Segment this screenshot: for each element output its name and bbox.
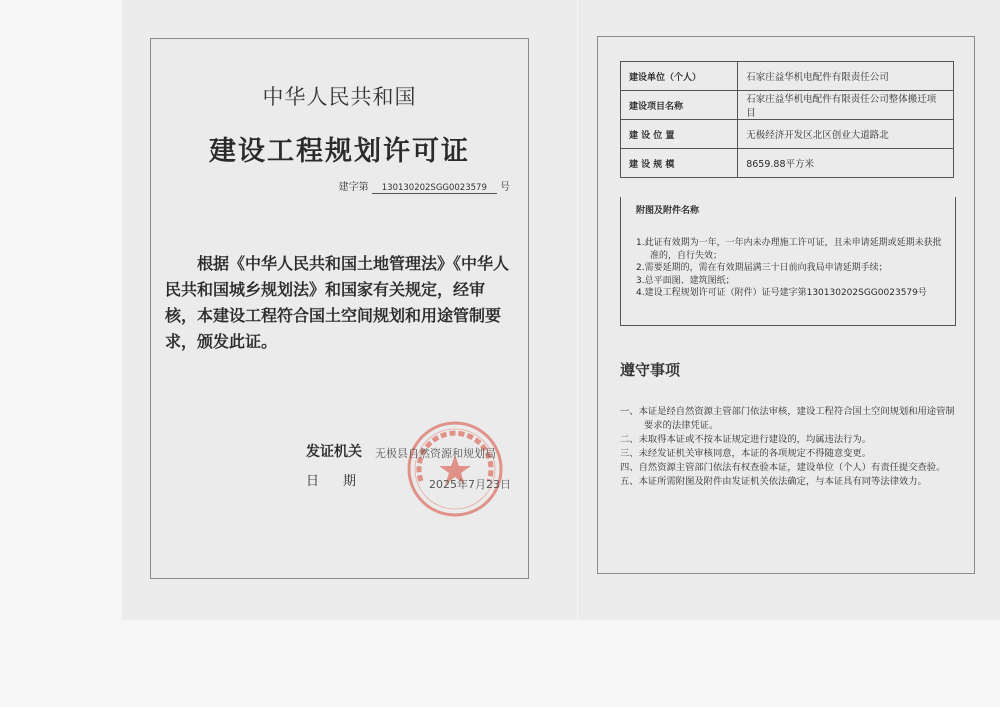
cert-number-value: 130130202SGG0023579 — [372, 183, 497, 194]
row-label: 建设项目名称 — [621, 91, 738, 120]
certificate-title: 建设工程规划许可证 — [209, 136, 470, 167]
list-item: 2.需要延期的，需在有效期届满三十日前向我局申请延期手续； — [636, 263, 888, 273]
row-label: 建 设 位 置 — [621, 120, 738, 149]
project-info-table — [620, 61, 954, 178]
annex-section — [620, 197, 956, 326]
cert-prefix: 建字第 — [338, 182, 369, 193]
observe-items — [620, 405, 960, 489]
certificate-number — [339, 178, 510, 194]
table-row — [621, 91, 954, 120]
row-value: 无极经济开发区北区创业大道路北 — [738, 120, 954, 149]
certificate-front — [150, 38, 529, 579]
list-item: 1.此证有效期为一年，一年内未办理施工许可证，且未申请延期或延期未获批准的，自行失效； — [636, 238, 942, 261]
list-item: 五、本证所需附图及附件由发证机关依法确定，与本证具有同等法律效力。 — [620, 476, 927, 487]
row-value: 石家庄益华机电配件有限责任公司 — [738, 62, 954, 91]
list-item: 四、自然资源主管部门依法有权查验本证，建设单位（个人）有责任提交查验。 — [620, 462, 946, 473]
country-name: 中华人民共和国 — [262, 85, 417, 109]
date-label: 日期 — [306, 474, 381, 489]
table-row — [621, 120, 954, 149]
list-item: 三、未经发证机关审核同意，本证的各项规定不得随意变更。 — [620, 448, 872, 459]
cert-suffix: 号 — [500, 182, 510, 193]
issuer-label: 发证机关 — [306, 444, 362, 460]
certificate-back — [597, 36, 975, 574]
row-value: 石家庄益华机电配件有限责任公司整体搬迁项目 — [738, 91, 954, 120]
certificate-body-text: 根据《中华人民共和国土地管理法》《中华人民共和国城乡规划法》和国家有关规定，经审核，本建设工程符合国土空间规划和用途管制要求，颁发此证。 — [165, 254, 510, 351]
list-item: 3.总平面图、建筑图纸； — [636, 275, 735, 286]
list-item: 4.建设工程规划许可证（附件）证号建字第130130202SGG0023579号 — [636, 288, 927, 298]
row-label: 建 设 规 模 — [621, 149, 738, 178]
date-value: 2025年7月23日 — [429, 478, 511, 491]
annex-notes — [636, 237, 946, 300]
annex-title: 附图及附件名称 — [636, 206, 700, 216]
list-item: 二、未取得本证或不按本证规定进行建设的，均属违法行为。 — [620, 434, 872, 445]
table-row — [621, 62, 954, 91]
table-row — [621, 149, 954, 178]
row-value: 8659.88平方米 — [738, 149, 954, 178]
observe-title: 遵守事项 — [620, 361, 681, 379]
list-item: 一、本证是经自然资源主管部门依法审核，建设工程符合国土空间规划和用途管制要求的法律凭证。 — [620, 406, 955, 431]
issuer-value: 无极县自然资源和规划局 — [375, 447, 496, 460]
official-seal-icon — [405, 419, 505, 519]
row-label: 建设单位（个人） — [621, 62, 738, 91]
